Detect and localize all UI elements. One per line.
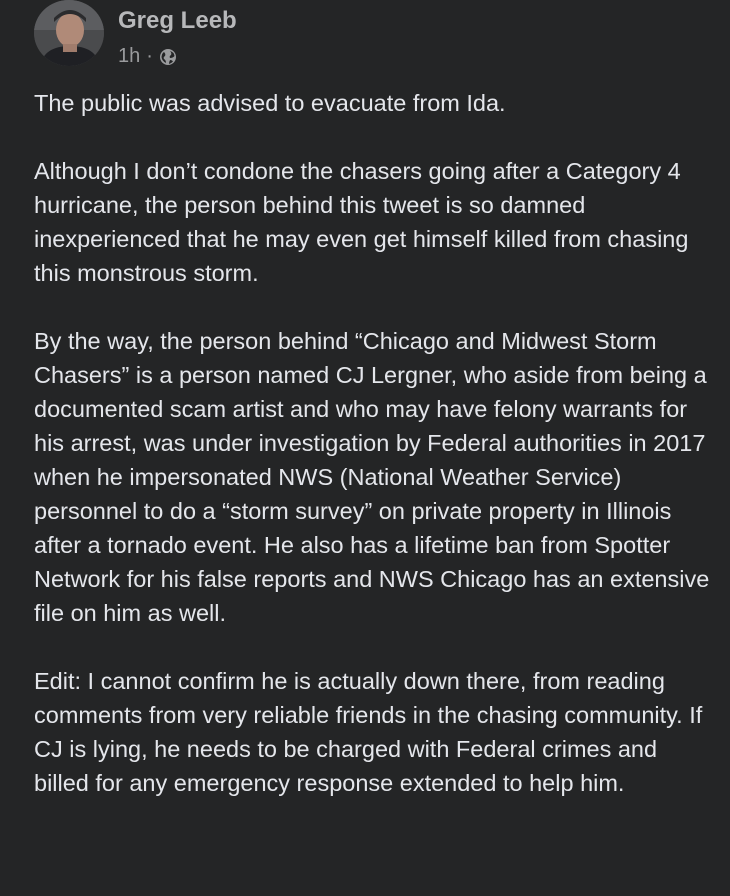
post-meta xyxy=(118,45,177,68)
author-name[interactable]: Greg Leeb xyxy=(118,7,237,34)
post-body xyxy=(34,86,714,800)
post-header xyxy=(34,0,694,80)
profile-photo-icon xyxy=(34,0,104,66)
meta-separator: · xyxy=(146,45,153,67)
post-paragraph: By the way, the person behind “Chicago and Midwest Storm Chasers” is a person named CJ Lergner, who aside from being a documented scam artist and who may have felony warrants for his arrest, was under investigation by Federal authorities in 2017 when he impersonated NWS (National Weather Service) personnel to do a “storm survey” on private property in Illinois after a tornado event. He also has a lifetime ban from Spotter Network for his false reports and NWS Chicago has an extensive file on him as well. xyxy=(34,328,710,626)
post-paragraph: Edit: I cannot confirm he is actually down there, from reading comments from very reliable friends in the chasing community. If CJ is lying, he needs to be charged with Federal crimes and billed for any emergency response extended to help him. xyxy=(34,668,703,796)
post-paragraph: The public was advised to evacuate from Ida. xyxy=(34,90,506,116)
author-avatar[interactable] xyxy=(34,0,104,66)
post-timestamp[interactable]: 1h xyxy=(118,45,141,67)
globe-icon[interactable] xyxy=(159,48,177,66)
post-paragraph: Although I don’t condone the chasers going after a Category 4 hurricane, the person behind this tweet is so damned inexperienced that he may even get himself killed from chasing this monstrous storm. xyxy=(34,158,689,286)
